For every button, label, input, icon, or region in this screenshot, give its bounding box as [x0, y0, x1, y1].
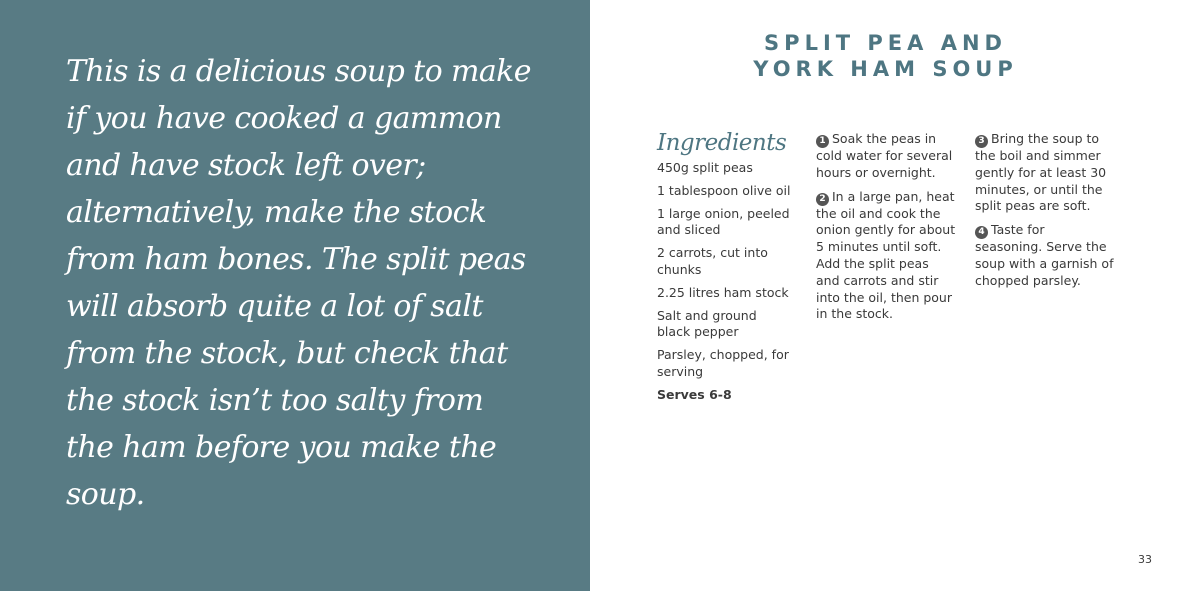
ingredient-item: 1 tablespoon olive oil: [657, 182, 791, 198]
step-text: Soak the peas in cold water for several hours or overnight.: [816, 131, 953, 180]
ingredient-item: 1 large onion, peeled and sliced: [657, 205, 790, 238]
ingredient-item: Salt and ground black pepper: [657, 307, 757, 340]
ingredient-item: 2 carrots, cut into chunks: [657, 245, 768, 277]
step-number-badge: 3: [975, 135, 988, 148]
method-step: [975, 222, 1115, 289]
ingredients-heading: Ingredients: [657, 130, 787, 156]
recipe-page: [590, 0, 1181, 591]
step-number-badge: 1: [816, 135, 829, 148]
step-text: In a large pan, heat the oil and cook the onion gently for about 5 minutes until soft. Add the split peas and carrots and stir into the oil, then pour in the stock.: [816, 188, 956, 322]
intro-text: This is a delicious soup to make if you have cooked a gammon and have stock left over; alternatively, make the stock from ham bones. The split peas will absorb quite a lot of salt from the stock, but check that the stock isn’t too salty from the ham before you make the soup.: [66, 54, 531, 512]
page-number: 33: [1138, 553, 1152, 566]
recipe-title-line-1: SPLIT PEA AND: [764, 31, 1007, 55]
ingredients-list: [657, 160, 792, 381]
method-column-2: [975, 131, 1115, 297]
serves-label: Serves 6-8: [657, 386, 732, 402]
recipe-title-line-2: YORK HAM SOUP: [753, 57, 1018, 81]
method-step: [975, 131, 1115, 215]
ingredient-item: Parsley, chopped, for serving: [657, 347, 789, 379]
step-text: Taste for seasoning. Serve the soup with a garnish of chopped parsley.: [975, 222, 1114, 288]
method-step: [816, 189, 956, 324]
step-text: Bring the soup to the boil and simmer gently for at least 30 minutes, or until the split peas are soft.: [975, 131, 1107, 214]
ingredient-item: 450g split peas: [657, 160, 753, 175]
step-number-badge: 4: [975, 226, 988, 239]
ingredient-item: 2.25 litres ham stock: [657, 284, 789, 300]
method-column-1: [816, 131, 956, 330]
method-step: [816, 131, 956, 182]
ingredients-section: [657, 128, 792, 404]
step-number-badge: 2: [816, 193, 829, 206]
recipe-title: [590, 30, 1181, 82]
intro-panel: [0, 0, 590, 591]
